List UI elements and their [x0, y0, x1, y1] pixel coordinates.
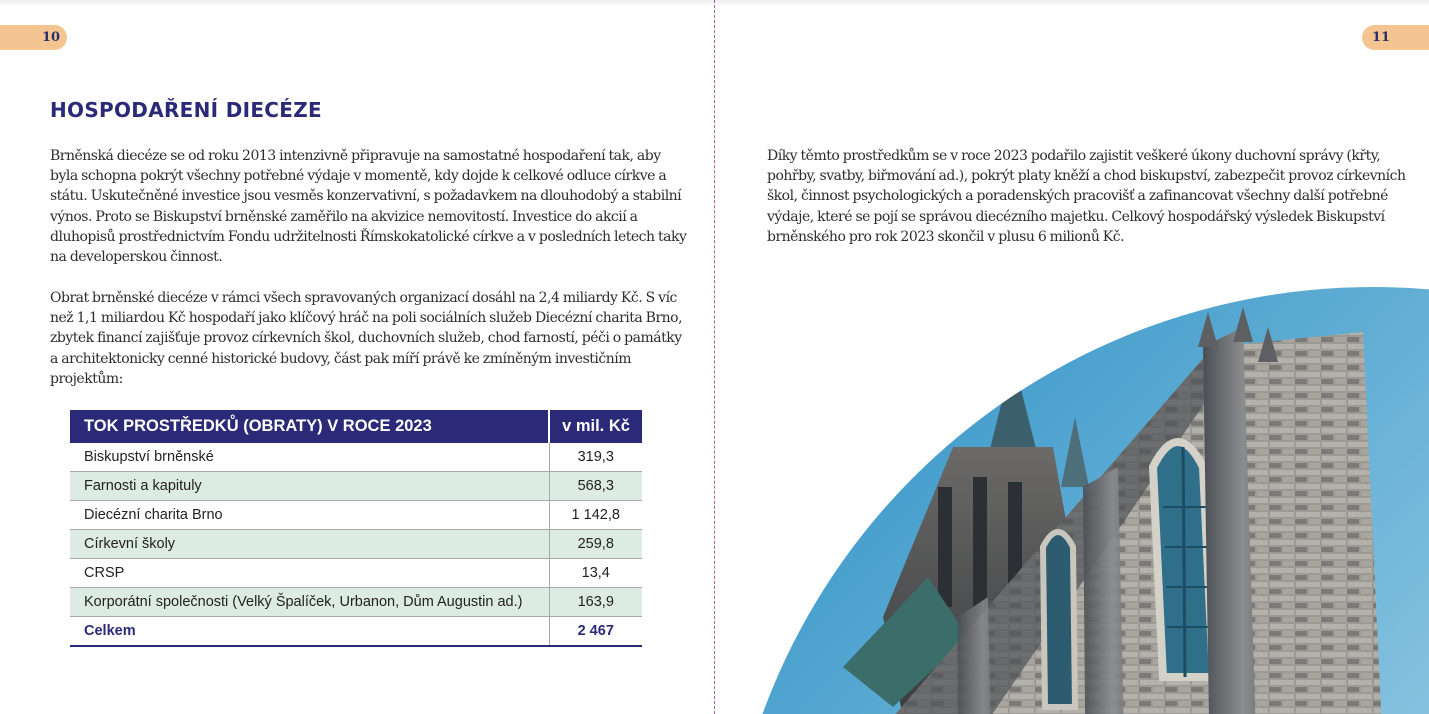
row-value: 13,4: [549, 559, 642, 588]
total-label: Celkem: [70, 617, 549, 647]
row-value: 319,3: [549, 443, 642, 472]
row-label: Diecézní charita Brno: [70, 501, 549, 530]
table-row: [70, 559, 642, 588]
intro-paragraph: Brněnská diecéze se od roku 2013 intenzivně připravuje na samostatné hospodaření tak, aby byla schopna pokrýt všechny potřebné výdaje v momentě, kdy dojde k celkové odluce církve a státu. Uskutečněné investice jsou vesměs konzervativní, s požadavkem na dlouhodobý a stabilní výnos. Proto se Biskupství brněnské zaměřilo na akvizice nemovitostí. Investice do akcií a dluhopisů prostřednictvím Fondu udržitelnosti Římskokatolické církve a v posledních letech taky na developerskou činnost.: [50, 148, 687, 266]
row-value: 259,8: [549, 530, 642, 559]
row-value: 163,9: [549, 588, 642, 617]
cathedral-photo: [723, 287, 1429, 714]
row-label: Korporátní společnosti (Velký Špalíček, Urbanon, Dům Augustin ad.): [70, 588, 549, 617]
row-label: Biskupství brněnské: [70, 443, 549, 472]
table-header-row: [70, 410, 642, 443]
row-label: CRSP: [70, 559, 549, 588]
cathedral-illustration: [723, 287, 1429, 714]
row-label: Farnosti a kapituly: [70, 472, 549, 501]
table-total-row: [70, 617, 642, 647]
page-heading: HOSPODAŘENÍ DIECÉZE: [50, 98, 322, 122]
row-label: Církevní školy: [70, 530, 549, 559]
turnover-paragraph: Obrat brněnské diecéze v rámci všech spravovaných organizací dosáhl na 2,4 miliardy Kč. S víc než 1,1 miliardou Kč hospodaří jako klíčový hráč na poli sociálních služeb Diecézní charita Brno, zbytek financí zajišťuje provoz církevních škol, duchovních služeb, chod farností, péči o památky a architektonicky cenné historické budovy, část pak míří právě ke zmíněným investičním projektům:: [50, 290, 683, 387]
results-paragraph: Díky těmto prostředkům se v roce 2023 podařilo zajistit veškeré úkony duchovní správy (křty, pohřby, svatby, biřmování ad.), pokrýt platy kněží a chod biskupství, zabezpečit provoz církevních škol, činnost psychologických a poradenských pracovišť a zafinancovat všechny další potřebné výdaje, které se pojí se správou diecézního majetku. Celkový hospodářský výsledek Biskupství brněnského pro rok 2023 skončil v plusu 6 milionů Kč.: [767, 148, 1406, 245]
funds-flow-table: [70, 410, 642, 647]
page-number-tab: [0, 25, 67, 50]
left-page: [0, 0, 714, 714]
page-number-tab: [1362, 25, 1429, 50]
table-header-unit: v mil. Kč: [549, 410, 642, 443]
table-row: [70, 588, 642, 617]
table-row: [70, 472, 642, 501]
table-row: [70, 501, 642, 530]
table-header-label: TOK PROSTŘEDKŮ (OBRATY) V ROCE 2023: [70, 410, 549, 443]
total-value: 2 467: [549, 617, 642, 647]
side-window: [1043, 532, 1075, 707]
table-row: [70, 530, 642, 559]
page-number: 10: [42, 30, 61, 45]
table-row: [70, 443, 642, 472]
page-number: 11: [1372, 30, 1391, 45]
row-value: 568,3: [549, 472, 642, 501]
row-value: 1 142,8: [549, 501, 642, 530]
right-page: [715, 0, 1429, 714]
